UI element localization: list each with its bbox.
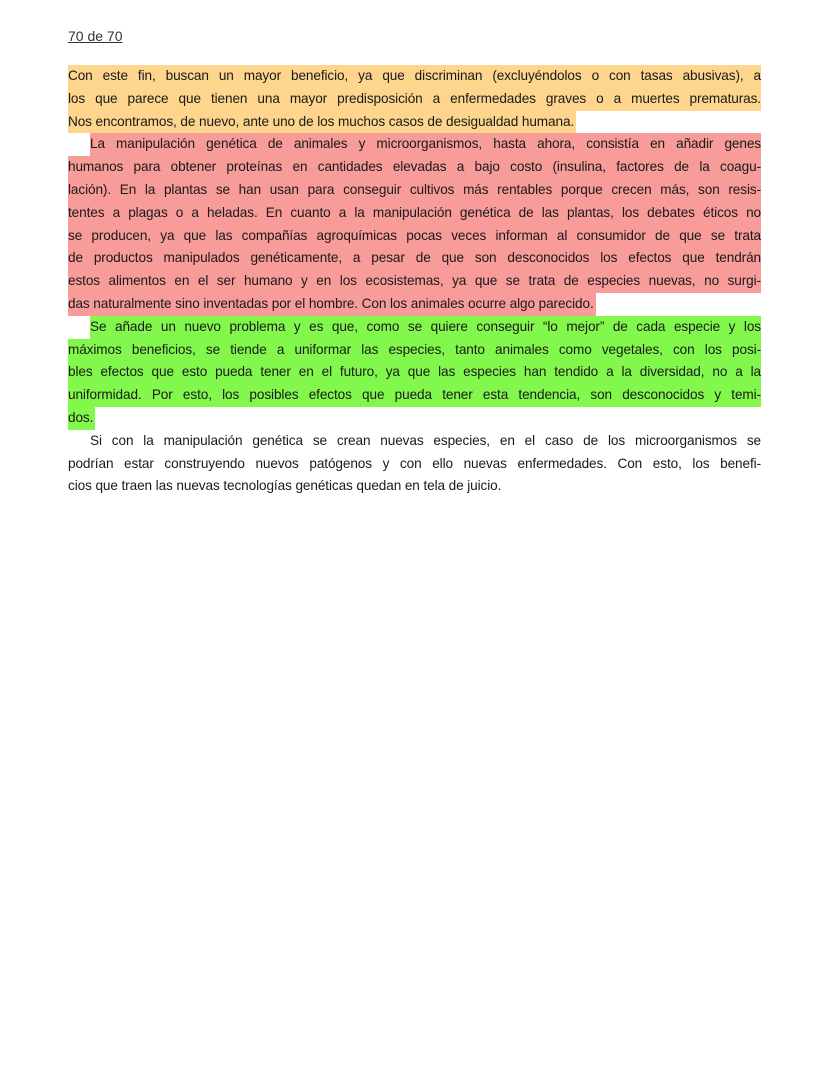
paragraph-highlighted-green — [68, 316, 761, 430]
text-line: Con este fin, buscan un mayor beneficio, ya que discriminan (excluyéndolos o con tasas abusivas), a — [68, 65, 761, 88]
text-line-content: Nos encontramos, de nuevo, ante uno de los muchos casos de desigualdad humana. — [68, 111, 576, 134]
paragraph-highlighted-yellow — [68, 65, 761, 133]
text-line: bles efectos que esto pueda tener en el futuro, ya que las especies han tendido a la diversidad, no a la — [68, 361, 761, 384]
text-line — [68, 475, 761, 498]
paragraph-highlighted-red — [68, 133, 761, 315]
text-line: La manipulación genética de animales y microorganismos, hasta ahora, consistía en añadir genes — [90, 133, 761, 156]
text-line: lación). En la plantas se han usan para conseguir cultivos más rentables porque crecen más, son resis- — [68, 179, 761, 202]
text-line-content: dos. — [68, 407, 95, 430]
text-line: Si con la manipulación genética se crean nuevas especies, en el caso de los microorganismos se — [90, 432, 761, 448]
text-line: los que parece que tienen una mayor predisposición a enfermedades graves o a muertes prematuras. — [68, 88, 761, 111]
text-line: máximos beneficios, se tiende a uniformar las especies, tanto animales como vegetales, con los posi- — [68, 339, 761, 362]
text-line: estos alimentos en el ser humano y en los ecosistemas, ya que se trata de especies nuevas, no surgi- — [68, 270, 761, 293]
text-line — [68, 407, 761, 430]
text-line: podrían estar construyendo nuevos patógenos y con ello nuevas enfermedades. Con esto, los benefi- — [68, 455, 761, 471]
paragraph-plain — [68, 430, 761, 498]
text-line-content: cios que traen las nuevas tecnologías genéticas quedan en tela de juicio. — [68, 478, 502, 494]
page-indicator: 70 de 70 — [68, 28, 123, 44]
text-line-content: das naturalmente sino inventadas por el hombre. Con los animales ocurre algo parecido. — [68, 293, 596, 316]
text-line — [68, 111, 761, 134]
text-line — [68, 293, 761, 316]
text-line: se producen, ya que las compañías agroquímicas pocas veces informan al consumidor de que se trata — [68, 225, 761, 248]
text-line: Se añade un nuevo problema y es que, como se quiere conseguir “lo mejor” de cada especie y los — [90, 316, 761, 339]
text-line: uniformidad. Por esto, los posibles efectos que pueda tener esta tendencia, son desconocidos y temi- — [68, 384, 761, 407]
document-body — [68, 65, 761, 498]
text-line: humanos para obtener proteínas en cantidades elevadas a bajo costo (insulina, factores de la coagu- — [68, 156, 761, 179]
text-line: de productos manipulados genéticamente, a pesar de que son desconocidos los efectos que tendrán — [68, 247, 761, 270]
text-line: tentes a plagas o a heladas. En cuanto a la manipulación genética de las plantas, los debates éticos no — [68, 202, 761, 225]
